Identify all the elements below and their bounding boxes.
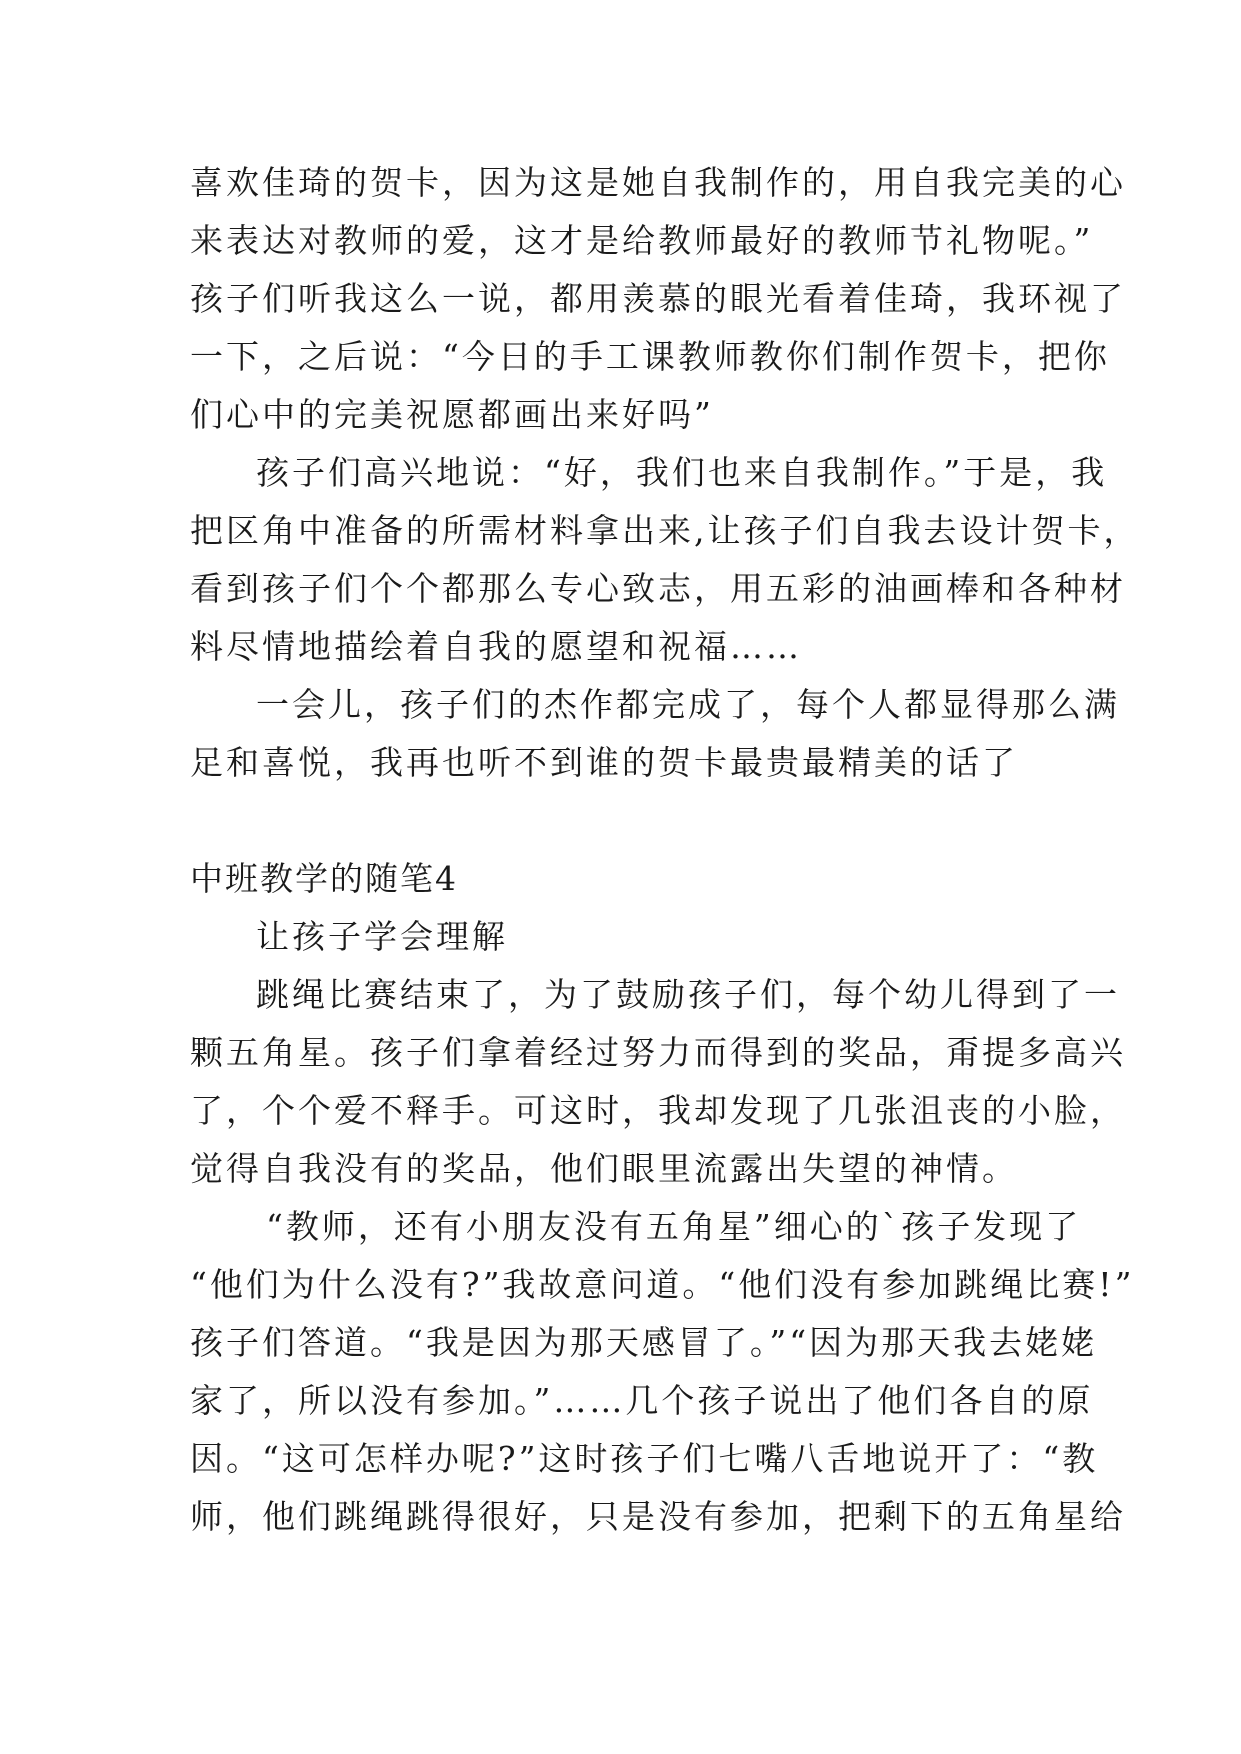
section-heading: 中班教学的随笔4 — [190, 859, 458, 898]
paragraph-line: 看到孩子们个个都那么专心致志，用五彩的油画棒和各种材 — [190, 569, 1126, 608]
paragraph-line: 因。“这可怎样办呢?”这时孩子们七嘴八舌地说开了：“教 — [190, 1439, 1099, 1478]
paragraph-line: 孩子们高兴地说：“好，我们也来自我制作。”于是，我 — [256, 453, 1108, 492]
paragraph-line: 足和喜悦，我再也听不到谁的贺卡最贵最精美的话了 — [190, 743, 1018, 782]
paragraph-line: 一会儿，孩子们的杰作都完成了，每个人都显得那么满 — [256, 685, 1120, 724]
paragraph-line: 觉得自我没有的奖品，他们眼里流露出失望的神情。 — [190, 1149, 1018, 1188]
paragraph-line: 颗五角星。孩子们拿着经过努力而得到的奖品，甭提多高兴 — [190, 1033, 1126, 1072]
paragraph-line: “他们为什么没有?”我故意问道。“他们没有参加跳绳比赛!” — [190, 1265, 1135, 1304]
paragraph-line: 一下，之后说：“今日的手工课教师教你们制作贺卡，把你 — [190, 337, 1110, 376]
paragraph-line: 孩子们听我这么一说，都用羡慕的眼光看着佳琦，我环视了 — [190, 279, 1126, 318]
paragraph-line: 把区角中准备的所需材料拿出来,让孩子们自我去设计贺卡， — [190, 511, 1140, 550]
paragraph-line: 料尽情地描绘着自我的愿望和祝福…… — [190, 627, 802, 666]
paragraph-line: 来表达对教师的爱，这才是给教师最好的教师节礼物呢。” — [190, 221, 1094, 260]
paragraph-line: 喜欢佳琦的贺卡，因为这是她自我制作的，用自我完美的心 — [190, 163, 1126, 202]
paragraph-line: “教师，还有小朋友没有五角星”细心的`孩子发现了 — [266, 1207, 1082, 1246]
paragraph-line: 孩子们答道。“我是因为那天感冒了。”“因为那天我去姥姥 — [190, 1323, 1098, 1362]
paragraph-line: 师，他们跳绳跳得很好，只是没有参加，把剩下的五角星给 — [190, 1497, 1126, 1536]
paragraph-line: 们心中的完美祝愿都画出来好吗” — [190, 395, 714, 434]
section-subtitle: 让孩子学会理解 — [256, 917, 508, 956]
paragraph-line: 了，个个爱不释手。可这时，我却发现了几张沮丧的小脸， — [190, 1091, 1126, 1130]
paragraph-line: 跳绳比赛结束了，为了鼓励孩子们，每个幼儿得到了一 — [256, 975, 1120, 1014]
paragraph-line: 家了，所以没有参加。”……几个孩子说出了他们各自的原 — [190, 1381, 1094, 1420]
